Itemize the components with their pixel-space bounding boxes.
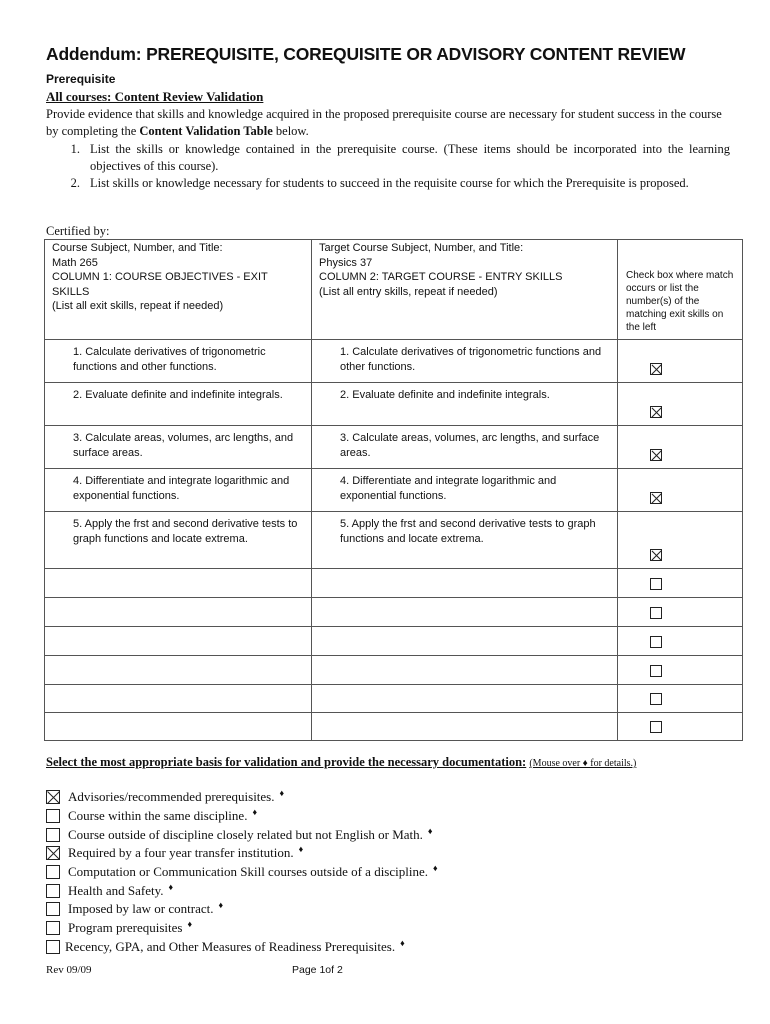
basis-option [46, 900, 646, 919]
basis-checkbox-checked[interactable] [46, 846, 60, 860]
table-row [45, 569, 743, 598]
entry-skill-cell[interactable]: 5. Apply the frst and second derivative tests to graph functions and locate extrema. [312, 512, 618, 569]
basis-option [46, 788, 646, 807]
content-validation-table [44, 239, 743, 741]
page-number: Page 1of 2 [292, 964, 343, 976]
table-row [45, 627, 743, 656]
basis-option [46, 919, 646, 938]
table-row [45, 340, 743, 383]
exit-skill-cell[interactable] [45, 598, 312, 627]
instruction-item [46, 141, 730, 175]
basis-heading [46, 755, 636, 770]
match-cell [618, 512, 743, 569]
table-row [45, 469, 743, 512]
match-cell [618, 713, 743, 741]
basis-option-label: Program prerequisites [68, 920, 183, 936]
basis-heading-note: (Mouse over ♦ for details.) [529, 758, 637, 769]
match-column-header: Check box where match occurs or list the number(s) of the matching exit skills on the left [618, 240, 743, 340]
intro-text-before: Provide evidence that skills and knowledge acquired in the proposed prerequisite course are necessary for student success in the course by completing the [46, 107, 722, 138]
match-cell [618, 685, 743, 713]
info-diamond-icon[interactable]: ♦ [427, 825, 433, 836]
basis-option-label: Computation or Communication Skill courses outside of a discipline. [68, 864, 428, 880]
instruction-text: List the skills or knowledge contained in the prerequisite course. (These items should be incorporated into the learning objectives of this course). [90, 142, 730, 173]
entry-skill-cell[interactable] [312, 569, 618, 598]
exit-skill-cell[interactable]: 1. Calculate derivatives of trigonometric functions and other functions. [45, 340, 312, 383]
basis-option-label: Imposed by law or contract. [68, 901, 214, 917]
basis-checkbox[interactable] [46, 865, 60, 879]
match-checkbox-checked[interactable] [650, 406, 662, 418]
basis-checkbox[interactable] [46, 884, 60, 898]
basis-checkbox[interactable] [46, 940, 60, 954]
basis-option-label: Recency, GPA, and Other Measures of Readiness Prerequisites. [65, 938, 396, 954]
basis-option [46, 807, 646, 826]
basis-option [46, 863, 646, 882]
exit-skill-cell[interactable] [45, 627, 312, 656]
basis-option [46, 881, 646, 900]
exit-skill-cell[interactable] [45, 656, 312, 685]
basis-option-label: Required by a four year transfer institution. [68, 845, 294, 861]
exit-skill-cell[interactable]: 3. Calculate areas, volumes, arc lengths, and surface areas. [45, 426, 312, 469]
prerequisite-label: Prerequisite [46, 72, 116, 86]
table-row [45, 656, 743, 685]
instruction-list [46, 141, 730, 192]
target-course-name[interactable]: Physics 37 [319, 256, 373, 269]
column-2-title: COLUMN 2: TARGET COURSE - ENTRY SKILLS [319, 271, 563, 283]
basis-options-list [46, 788, 646, 956]
entry-skill-cell[interactable] [312, 713, 618, 741]
table-row [45, 426, 743, 469]
match-checkbox[interactable] [650, 578, 662, 590]
table-row [45, 512, 743, 569]
basis-option-label: Course outside of discipline closely related but not English or Math. [68, 826, 423, 842]
table-row [45, 713, 743, 741]
info-diamond-icon[interactable]: ♦ [279, 788, 285, 799]
basis-option-label: Advisories/recommended prerequisites. [68, 789, 275, 805]
exit-skill-cell[interactable]: 2. Evaluate definite and indefinite integrals. [45, 383, 312, 426]
match-checkbox-checked[interactable] [650, 449, 662, 461]
revision-label: Rev 09/09 [46, 964, 92, 976]
match-checkbox[interactable] [650, 665, 662, 677]
info-diamond-icon[interactable]: ♦ [400, 937, 405, 948]
instruction-number: 1. [70, 142, 80, 156]
instruction-number: 2. [70, 176, 80, 190]
info-diamond-icon[interactable]: ♦ [218, 900, 224, 911]
entry-skill-cell[interactable]: 1. Calculate derivatives of trigonometric functions and other functions. [312, 340, 618, 383]
table-row [45, 598, 743, 627]
table-header-row [45, 240, 743, 340]
course-name[interactable]: Math 265 [52, 256, 98, 269]
match-cell [618, 426, 743, 469]
entry-skill-cell[interactable] [312, 656, 618, 685]
exit-skills-header [45, 240, 312, 340]
match-checkbox-checked[interactable] [650, 492, 662, 504]
basis-heading-text: Select the most appropriate basis for validation and provide the necessary documentation: [46, 755, 527, 769]
info-diamond-icon[interactable]: ♦ [433, 863, 438, 874]
intro-text-after: below. [272, 124, 309, 138]
basis-checkbox-checked[interactable] [46, 790, 60, 804]
entry-skills-header [312, 240, 618, 340]
entry-skill-cell[interactable] [312, 627, 618, 656]
match-cell [618, 656, 743, 685]
section-heading: All courses: Content Review Validation [46, 89, 264, 104]
exit-skill-cell[interactable] [45, 713, 312, 741]
instruction-item [46, 175, 730, 192]
column-2-instructions: (List all entry skills, repeat if needed) [319, 285, 498, 298]
basis-option [46, 844, 646, 863]
target-course-title-label: Target Course Subject, Number, and Title: [319, 242, 524, 254]
entry-skill-cell[interactable]: 4. Differentiate and integrate logarithmic and exponential functions. [312, 469, 618, 512]
basis-checkbox[interactable] [46, 921, 60, 935]
info-diamond-icon[interactable]: ♦ [252, 807, 258, 818]
page-title: Addendum: PREREQUISITE, COREQUISITE OR ADVISORY CONTENT REVIEW [46, 44, 686, 64]
info-diamond-icon[interactable]: ♦ [298, 844, 304, 855]
basis-option-label: Health and Safety. [68, 882, 164, 898]
info-diamond-icon[interactable]: ♦ [187, 919, 193, 930]
table-row [45, 383, 743, 426]
basis-checkbox[interactable] [46, 809, 60, 823]
column-1-instructions: (List all exit skills, repeat if needed) [52, 300, 224, 312]
match-cell [618, 627, 743, 656]
match-cell [618, 340, 743, 383]
match-checkbox[interactable] [650, 607, 662, 619]
exit-skill-cell[interactable] [45, 685, 312, 713]
basis-option-label: Course within the same discipline. [68, 808, 248, 824]
match-checkbox[interactable] [650, 721, 662, 733]
basis-checkbox[interactable] [46, 828, 60, 842]
exit-skill-cell[interactable] [45, 569, 312, 598]
intro-paragraph [46, 106, 730, 140]
match-checkbox[interactable] [650, 636, 662, 648]
basis-option [46, 825, 646, 844]
exit-skill-cell[interactable]: 5. Apply the frst and second derivative tests to graph functions and locate extrema. [45, 512, 312, 569]
entry-skill-cell[interactable]: 3. Calculate areas, volumes, arc lengths, and surface areas. [312, 426, 618, 469]
skill-rows [45, 340, 743, 741]
match-cell [618, 598, 743, 627]
table-row [45, 685, 743, 713]
match-checkbox-checked[interactable] [650, 549, 662, 561]
match-checkbox[interactable] [650, 693, 662, 705]
column-1-title: COLUMN 1: COURSE OBJECTIVES - EXIT SKILLS [52, 271, 268, 298]
certified-by-label: Certified by: [46, 224, 110, 238]
info-diamond-icon[interactable]: ♦ [168, 881, 174, 892]
match-cell [618, 569, 743, 598]
basis-checkbox[interactable] [46, 902, 60, 916]
course-title-label: Course Subject, Number, and Title: [52, 242, 223, 254]
entry-skill-cell[interactable]: 2. Evaluate definite and indefinite integrals. [312, 383, 618, 426]
basis-option [46, 938, 646, 957]
match-cell [618, 383, 743, 426]
entry-skill-cell[interactable] [312, 685, 618, 713]
intro-bold-text: Content Validation Table [139, 124, 273, 138]
entry-skill-cell[interactable] [312, 598, 618, 627]
match-cell [618, 469, 743, 512]
match-checkbox-checked[interactable] [650, 363, 662, 375]
instruction-text: List skills or knowledge necessary for students to succeed in the requisite course for which the Prerequisite is proposed. [90, 176, 689, 190]
exit-skill-cell[interactable]: 4. Differentiate and integrate logarithmic and exponential functions. [45, 469, 312, 512]
